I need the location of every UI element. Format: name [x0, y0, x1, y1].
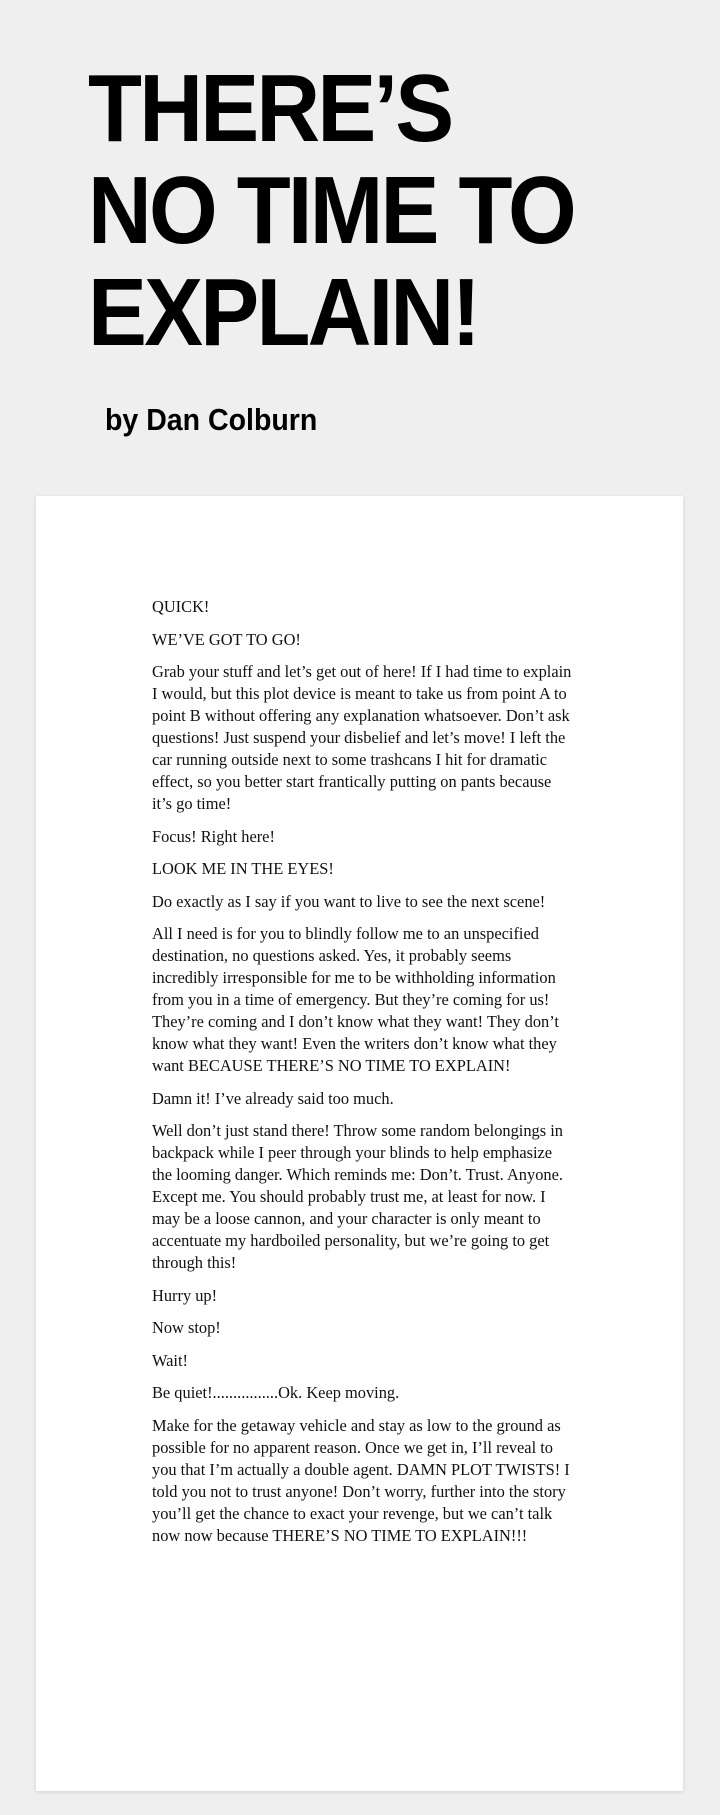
paragraph: Do exactly as I say if you want to live to see the next scene!: [152, 891, 546, 911]
title-line-2: NO TIME TO: [88, 157, 574, 264]
title-line-3: EXPLAIN!: [88, 259, 479, 366]
body-text: [152, 596, 572, 1557]
paragraph: Grab your stuff and let’s get out of here! If I had time to explain I would, but this plot device is meant to take us from point A to point B without offering any explanation whatsoever. Don’t ask questions! Just suspend your disbelief and let’s move! I left the car running outside next to some trashcans I hit for dramatic effect, so you better start frantically putting on pants because it’s go time!: [152, 662, 572, 813]
page-title: [88, 55, 574, 366]
paragraph: QUICK!: [152, 597, 210, 616]
paragraph: Be quiet!................Ok. Keep moving.: [152, 1383, 400, 1402]
byline: by Dan Colburn: [105, 402, 318, 437]
document-page: [36, 496, 683, 1791]
paragraph: LOOK ME IN THE EYES!: [152, 859, 334, 878]
paragraph: Focus! Right here!: [152, 826, 275, 846]
title-line-1: THERE’S: [88, 55, 452, 162]
paragraph: Well don’t just stand there! Throw some random belongings in backpack while I peer through your blinds to help emphasize the looming danger. Which reminds me: Don’t. Trust. Anyone. Except me. You should probably trust me, at least for now. I may be a loose cannon, and your character is only meant to accentuate my hardboiled personality, but we’re going to get through this!: [152, 1121, 563, 1272]
header: [0, 0, 720, 495]
paragraph: Make for the getaway vehicle and stay as low to the ground as possible for no apparent reason. Once we get in, I’ll reveal to you that I’m actually a double agent. DAMN PLOT TWISTS! I told you not to trust anyone! Don’t worry, further into the story you’ll get the chance to exact your revenge, but we can’t talk now now because THERE’S NO TIME TO EXPLAIN!!!: [152, 1415, 570, 1545]
paragraph: Now stop!: [152, 1318, 221, 1337]
paragraph: Damn it! I’ve already said too much.: [152, 1088, 394, 1108]
paragraph: WE’VE GOT TO GO!: [152, 629, 301, 649]
paragraph: All I need is for you to blindly follow me to an unspecified destination, no questions asked. Yes, it probably seems incredibly irresponsible for me to be withholding information from you in a time of emergency. But they’re coming for us! They’re coming and I don’t know what they want! They don’t know what they want! Even the writers don’t know what they want BECAUSE THERE’S NO TIME TO EXPLAIN!: [152, 924, 559, 1075]
paragraph: Hurry up!: [152, 1285, 218, 1305]
paragraph: Wait!: [152, 1350, 188, 1370]
